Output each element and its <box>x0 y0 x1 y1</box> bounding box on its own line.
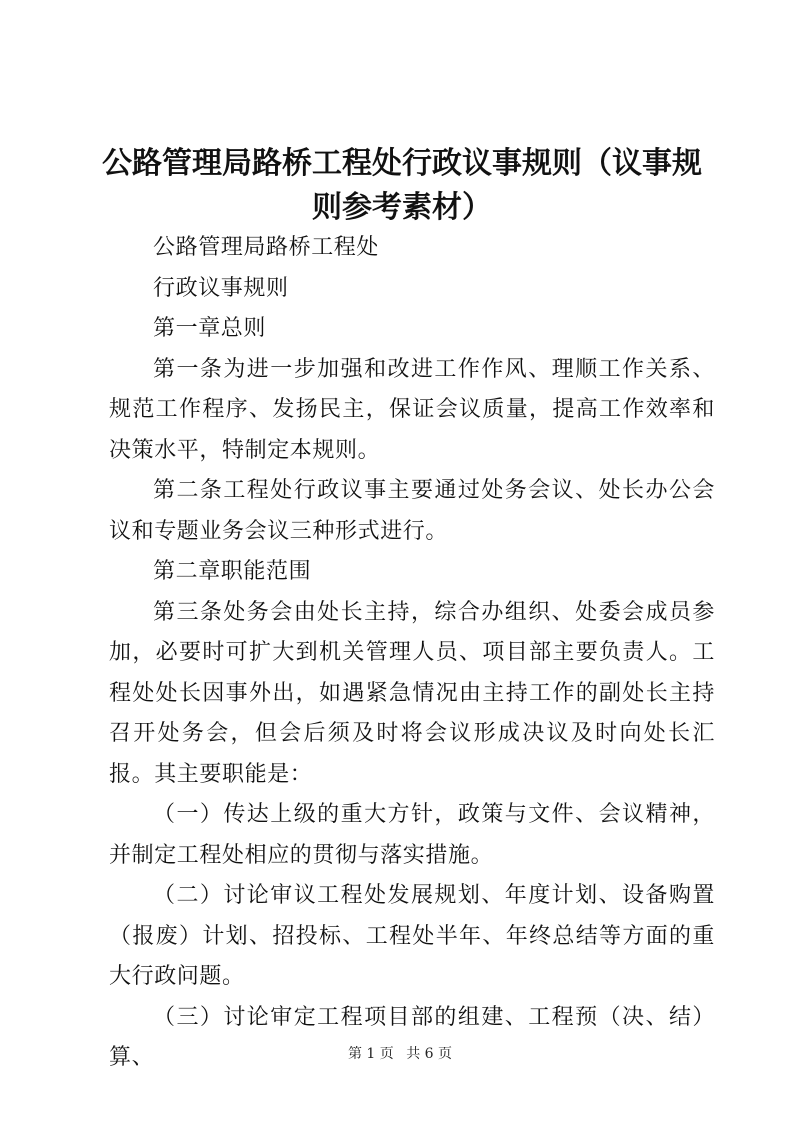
document-body <box>109 228 715 1079</box>
item-2: （二）讨论审议工程处发展规划、年度计划、设备购置（报废）计划、招投标、工程处半年、年终总结等方面的重大行政问题。 <box>109 883 715 989</box>
chapter-heading-1: 第一章总则 <box>153 316 267 341</box>
item-3: （三）讨论审定工程项目部的组建、工程预（决、结）算、 <box>109 1004 715 1070</box>
paragraph-rules-title: 行政议事规则 <box>153 275 289 301</box>
item-1: （一）传达上级的重大方针，政策与文件、会议精神，并制定工程处相应的贯彻与落实措施。 <box>109 802 715 868</box>
article-2: 第二条工程处行政议事主要通过处务会议、处长办公会议和专题业务会议三种形式进行。 <box>109 478 715 544</box>
document-title: 公路管理局路桥工程处行政议事规则（议事规则参考素材） <box>102 146 702 225</box>
page-number: 第 1 页 <box>347 1046 394 1062</box>
page-footer <box>0 1045 800 1063</box>
article-3: 第三条处务会由处长主持，综合办组织、处委会成员参加，必要时可扩大到机关管理人员、项目部主要负责人。工程处处长因事外出，如遇紧急情况由主持工作的副处长主持召开处务会，但会后须及时将会议形成决议及时向处长汇报。其主要职能是： <box>109 599 715 787</box>
article-1: 第一条为进一步加强和改进工作作风、理顺工作关系、规范工作程序、发扬民主，保证会议质量，提高工作效率和决策水平，特制定本规则。 <box>109 356 715 463</box>
chapter-heading-2: 第二章职能范围 <box>153 559 312 584</box>
page-total: 共 6 页 <box>406 1046 453 1062</box>
paragraph-org-name: 公路管理局路桥工程处 <box>153 235 380 260</box>
